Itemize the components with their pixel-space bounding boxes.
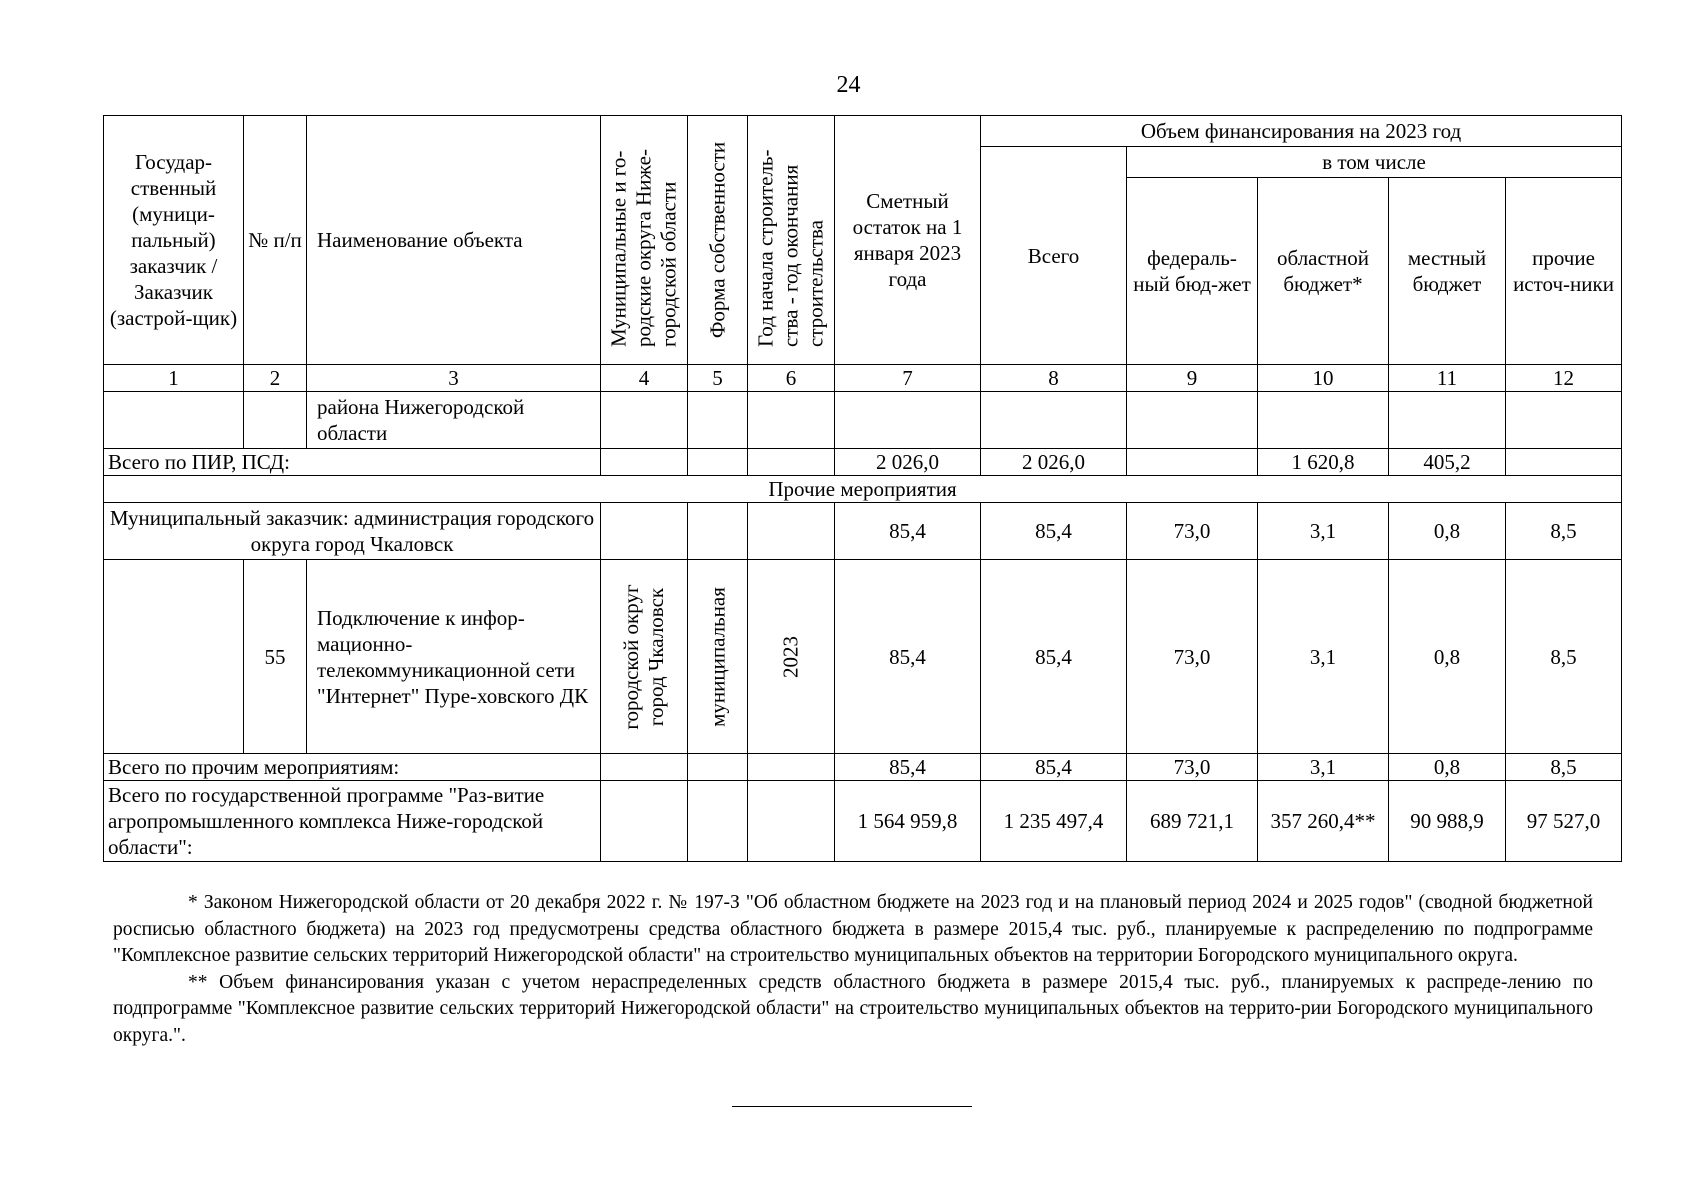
header-estimate-balance: Сметный остаток на 1 января 2023 года bbox=[835, 116, 981, 365]
customer-row bbox=[104, 503, 1622, 560]
other-total-federal: 73,0 bbox=[1127, 754, 1258, 781]
item-other: 8,5 bbox=[1506, 560, 1622, 754]
program-total-label: Всего по государственной программе "Раз-витие агропромышленного комплекса Ниже-городской области": bbox=[104, 781, 601, 862]
section-title: Прочие мероприятия bbox=[104, 476, 1622, 503]
header-total: Всего bbox=[981, 147, 1127, 365]
header-regional: областной бюджет* bbox=[1258, 178, 1389, 365]
page-number: 24 bbox=[836, 72, 861, 98]
item-district bbox=[601, 560, 688, 754]
header-districts-text: Муниципальные и го-родские округа Ниже-городской области bbox=[606, 149, 681, 347]
item-district-text: городской округ город Чкаловск bbox=[619, 583, 668, 730]
header-other-sources: прочие источ-ники bbox=[1506, 178, 1622, 365]
footnotes bbox=[113, 890, 1593, 1049]
customer-all: 85,4 bbox=[981, 503, 1127, 560]
header-years-text: Год начала строитель-ства - год окончания строительства bbox=[753, 149, 828, 347]
item-all: 85,4 bbox=[981, 560, 1127, 754]
pir-total-local: 405,2 bbox=[1389, 449, 1506, 476]
item-year-text: 2023 bbox=[778, 635, 803, 678]
customer-local: 0,8 bbox=[1389, 503, 1506, 560]
table-row bbox=[104, 560, 1622, 754]
customer-federal: 73,0 bbox=[1127, 503, 1258, 560]
continuation-row bbox=[104, 392, 1622, 449]
continuation-name: района Нижегородской области bbox=[307, 392, 601, 449]
header-customer: Государ-ственный (муници-пальный) заказчик / Заказчик (застрой-щик) bbox=[104, 116, 244, 365]
other-total-all: 85,4 bbox=[981, 754, 1127, 781]
program-total-estimate: 1 564 959,8 bbox=[835, 781, 981, 862]
pir-total-all: 2 026,0 bbox=[981, 449, 1127, 476]
other-total-local: 0,8 bbox=[1389, 754, 1506, 781]
col-num: 8 bbox=[981, 365, 1127, 392]
footnote-1: * Законом Нижегородской области от 20 декабря 2022 г. № 197-З "Об областном бюджете на 2023 год и на плановый период 2024 и 2025 годов" (сводной бюджетной росписью областного бюджета) на 2023 год предусмотрены средства областного бюджета в размере 2015,4 тыс. руб., планируемые к распределению по подпрограмме "Комплексное развитие сельских территорий Нижегородской области" на строительство муниципальных объектов на территории Богородского муниципального округа. bbox=[113, 892, 1593, 966]
col-num: 10 bbox=[1258, 365, 1389, 392]
item-estimate: 85,4 bbox=[835, 560, 981, 754]
header-districts bbox=[601, 116, 688, 365]
program-total-local: 90 988,9 bbox=[1389, 781, 1506, 862]
header-row-1 bbox=[104, 116, 1622, 147]
header-years bbox=[748, 116, 835, 365]
col-num: 11 bbox=[1389, 365, 1506, 392]
header-funding-group: Объем финансирования на 2023 год bbox=[981, 116, 1622, 147]
header-number: № п/п bbox=[244, 116, 307, 365]
section-title-row bbox=[104, 476, 1622, 503]
item-ownership-text: муниципальная bbox=[705, 586, 729, 727]
program-total-row bbox=[104, 781, 1622, 862]
program-total-regional: 357 260,4** bbox=[1258, 781, 1389, 862]
col-num: 12 bbox=[1506, 365, 1622, 392]
header-including: в том числе bbox=[1127, 147, 1622, 178]
col-num: 5 bbox=[688, 365, 748, 392]
header-ownership bbox=[688, 116, 748, 365]
program-total-federal: 689 721,1 bbox=[1127, 781, 1258, 862]
customer-other: 8,5 bbox=[1506, 503, 1622, 560]
col-num: 1 bbox=[104, 365, 244, 392]
program-total-all: 1 235 497,4 bbox=[981, 781, 1127, 862]
other-total-other: 8,5 bbox=[1506, 754, 1622, 781]
header-ownership-text: Форма собственности bbox=[705, 141, 729, 339]
header-object-name: Наименование объекта bbox=[307, 116, 601, 365]
financing-table bbox=[103, 115, 1622, 862]
pir-total-estimate: 2 026,0 bbox=[835, 449, 981, 476]
other-total-estimate: 85,4 bbox=[835, 754, 981, 781]
col-num: 9 bbox=[1127, 365, 1258, 392]
separator-line bbox=[732, 1106, 972, 1107]
other-total-label: Всего по прочим мероприятиям: bbox=[104, 754, 601, 781]
col-num: 7 bbox=[835, 365, 981, 392]
other-total-row bbox=[104, 754, 1622, 781]
pir-total-regional: 1 620,8 bbox=[1258, 449, 1389, 476]
item-year bbox=[748, 560, 835, 754]
col-num: 2 bbox=[244, 365, 307, 392]
program-total-other: 97 527,0 bbox=[1506, 781, 1622, 862]
col-num: 3 bbox=[307, 365, 601, 392]
header-federal: федераль-ный бюд-жет bbox=[1127, 178, 1258, 365]
item-local: 0,8 bbox=[1389, 560, 1506, 754]
other-total-regional: 3,1 bbox=[1258, 754, 1389, 781]
col-num: 6 bbox=[748, 365, 835, 392]
column-numbers-row bbox=[104, 365, 1622, 392]
customer-regional: 3,1 bbox=[1258, 503, 1389, 560]
customer-label: Муниципальный заказчик: администрация городского округа город Чкаловск bbox=[104, 503, 601, 560]
item-number: 55 bbox=[244, 560, 307, 754]
item-name: Подключение к инфор-мационно-телекоммуникационной сети "Интернет" Пуре-ховского ДК bbox=[307, 560, 601, 754]
header-local: местный бюджет bbox=[1389, 178, 1506, 365]
customer-estimate: 85,4 bbox=[835, 503, 981, 560]
pir-total-federal bbox=[1127, 449, 1258, 476]
item-ownership bbox=[688, 560, 748, 754]
item-regional: 3,1 bbox=[1258, 560, 1389, 754]
pir-total-other bbox=[1506, 449, 1622, 476]
pir-total-row bbox=[104, 449, 1622, 476]
footnote-2: ** Объем финансирования указан с учетом нераспределенных средств областного бюджета в размере 2015,4 тыс. руб., планируемых к распреде-лению по подпрограмме "Комплексное развитие сельских территорий Нижегородской области" на строительство муниципальных объектов на террито-рии Богородского муниципального округа.". bbox=[113, 971, 1593, 1046]
col-num: 4 bbox=[601, 365, 688, 392]
pir-total-label: Всего по ПИР, ПСД: bbox=[104, 449, 601, 476]
item-federal: 73,0 bbox=[1127, 560, 1258, 754]
